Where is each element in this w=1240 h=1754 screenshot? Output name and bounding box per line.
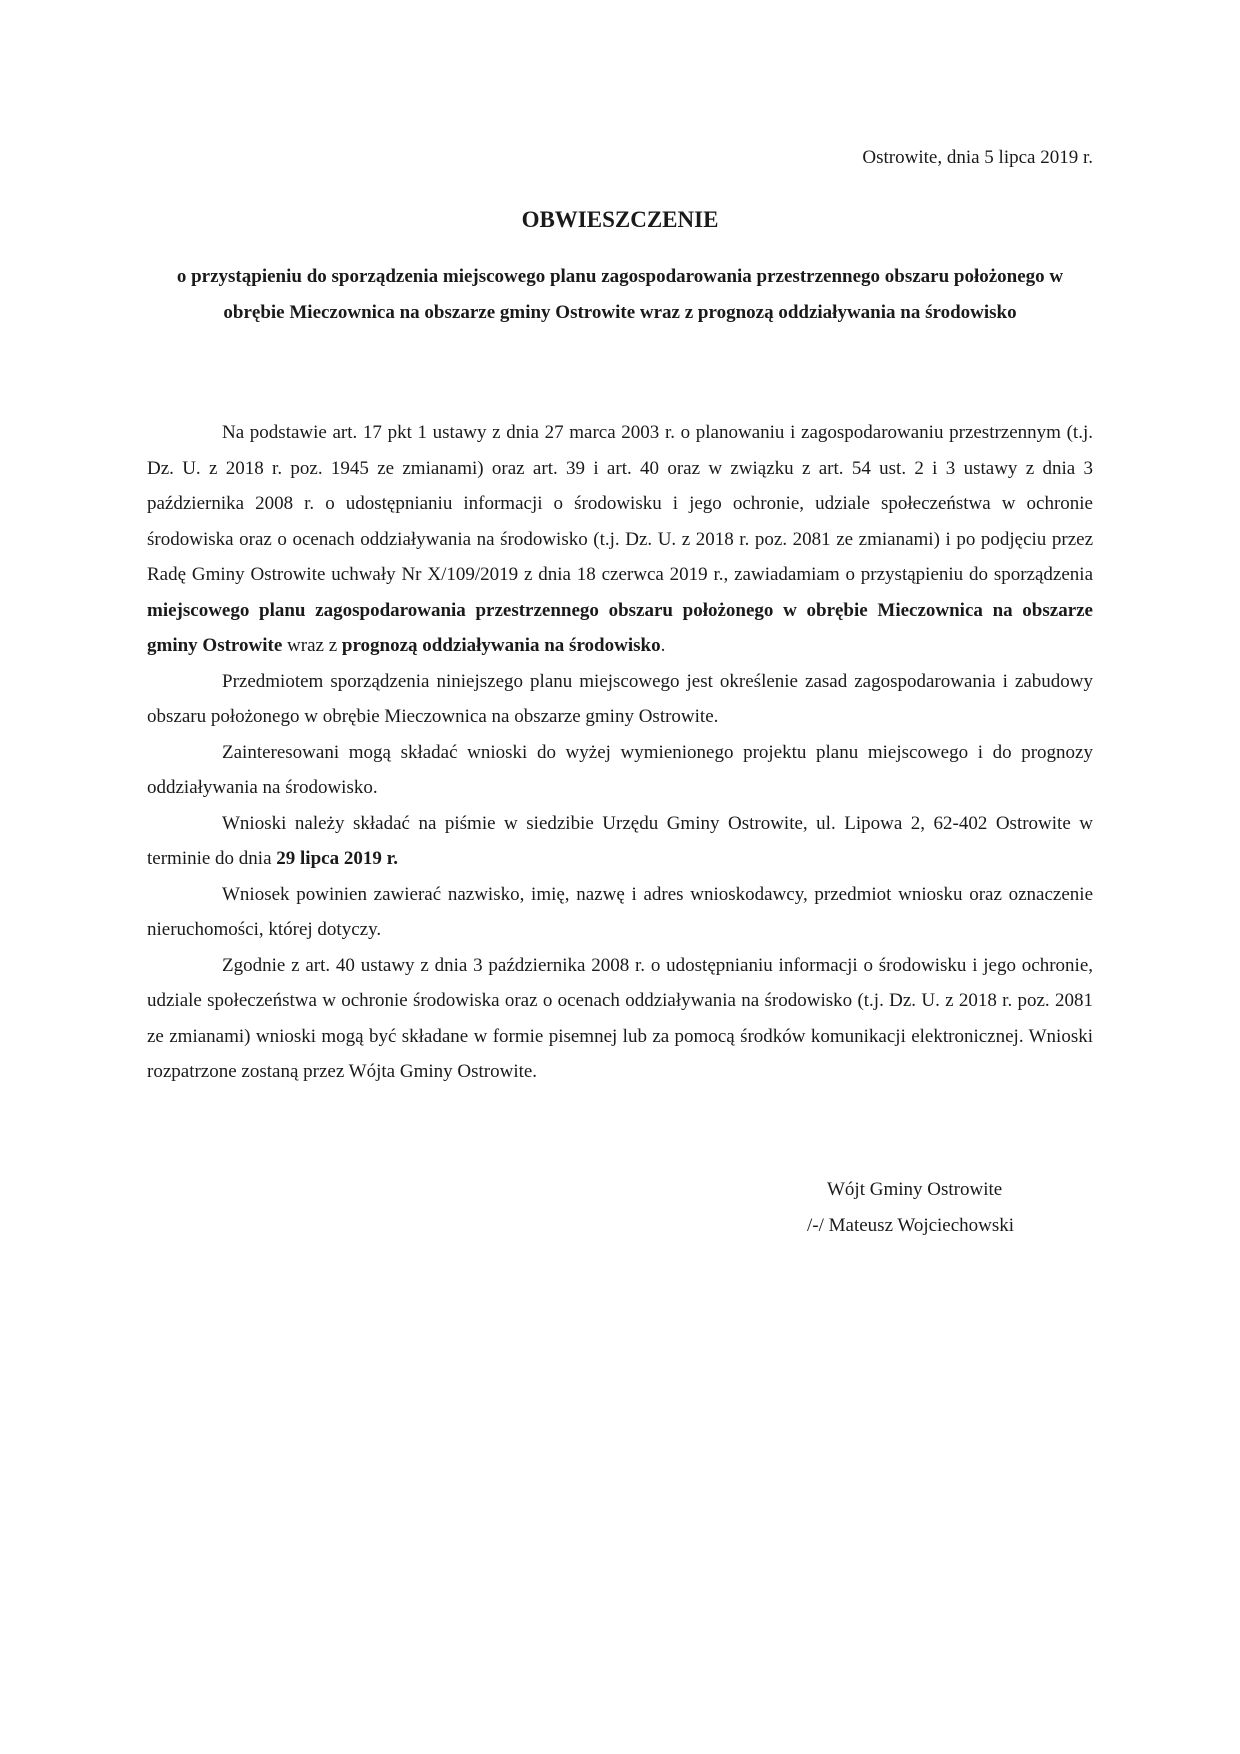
- paragraph-application-contents: Wniosek powinien zawierać nazwisko, imię, nazwę i adres wnioskodawcy, przedmiot wniosku oraz oznaczenie nieruchomości, której dotyczy.: [147, 883, 1093, 940]
- document-subtitle: o przystąpieniu do sporządzenia miejscowego planu zagospodarowania przestrzennego obszaru położonego w obrębie Mieczownica na obszarze gminy Ostrowite wraz z prognozą oddziaływania na środowisko: [176, 266, 1064, 323]
- signature-block: [807, 1172, 1107, 1244]
- paragraph-applications: Zainteresowani mogą składać wnioski do wyżej wymienionego projektu planu miejscowego i do prognozy oddziaływania na środowisko.: [147, 741, 1093, 798]
- paragraph-deadline: [147, 806, 1093, 877]
- paragraph-text: Na podstawie art. 17 pkt 1 ustawy z dnia 27 marca 2003 r. o planowaniu i zagospodarowaniu przestrzennym (t.j. Dz. U. z 2018 r. poz. 1945 ze zmianami) oraz art. 39 i art. 40 oraz w związku z art. 54 ust. 2 i 3 ustawy z dnia 3 października 2008 r. o udostępnianiu informacji o środowisku i jego ochronie, udziale społeczeństwa w ochronie środowiska oraz o ocenach oddziaływania na środowisko (t.j. Dz. U. z 2018 r. poz. 2081 ze zmianami) i po podjęciu przez Radę Gminy Ostrowite uchwały Nr X/109/2019 z dnia 18 czerwca 2019 r., zawiadamiam o przystąpieniu do sporządzenia: [147, 422, 1093, 585]
- paragraph-text: Wnioski należy składać na piśmie w siedzibie Urzędu Gminy Ostrowite, ul. Lipowa 2, 62-402 Ostrowite w terminie do dnia: [147, 812, 1093, 869]
- paragraph-submission-form: Zgodnie z art. 40 ustawy z dnia 3 października 2008 r. o udostępnianiu informacji o środowisku i jego ochronie, udziale społeczeństwa w ochronie środowiska oraz o ocenach oddziaływania na środowisko (t.j. Dz. U. z 2018 r. poz. 2081 ze zmianami) wnioski mogą być składane w formie pisemnej lub za pomocą środków komunikacji elektronicznej. Wnioski rozpatrzone zostaną przez Wójta Gminy Ostrowite.: [147, 954, 1093, 1082]
- document-title: OBWIESZCZENIE: [521, 207, 719, 232]
- document-body: [147, 415, 1093, 1090]
- signatory-name: /-/ Mateusz Wojciechowski: [807, 1215, 1015, 1236]
- paragraph-subject: Przedmiotem sporządzenia niniejszego planu miejscowego jest określenie zasad zagospodarowania i zabudowy obszaru położonego w obrębie Mieczownica na obszarze gminy Ostrowite.: [147, 670, 1093, 727]
- paragraph-text: wraz z: [282, 635, 342, 656]
- bold-deadline-date: 29 lipca 2019 r.: [276, 848, 399, 869]
- paragraph-legal-basis: [147, 415, 1093, 664]
- bold-plan-name: miejscowego planu zagospodarowania przestrzennego obszaru położonego w obrębie Mieczownica na obszarze gminy Ostrowite: [147, 599, 1093, 656]
- place-and-date: Ostrowite, dnia 5 lipca 2019 r.: [862, 147, 1093, 168]
- paragraph-text: .: [660, 635, 666, 656]
- bold-forecast: prognozą oddziaływania na środowisko: [341, 635, 661, 656]
- signatory-office: Wójt Gminy Ostrowite: [827, 1179, 1003, 1200]
